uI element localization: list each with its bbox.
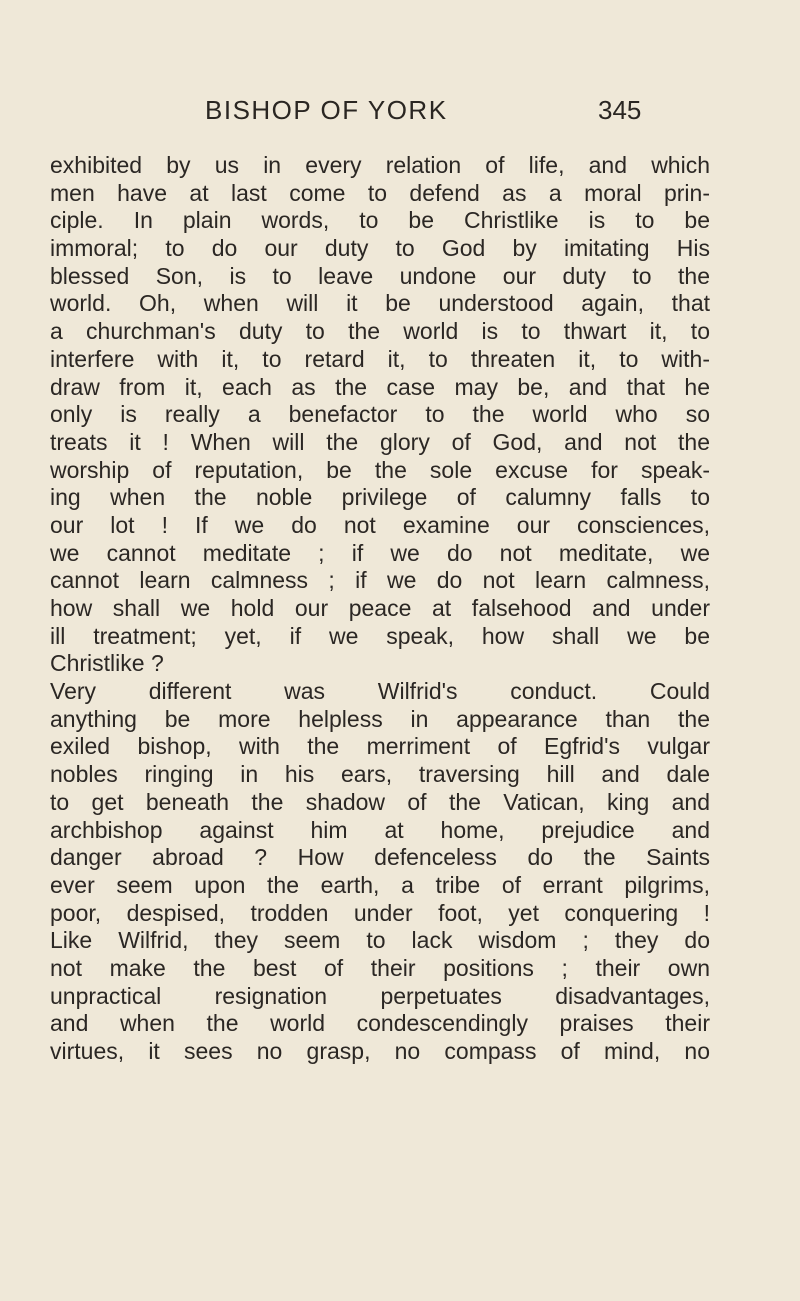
text-line: how shall we hold our peace at falsehood and under <box>50 595 710 621</box>
text-line: treats it ! When will the glory of God, and not the <box>50 428 710 455</box>
text-line: world. Oh, when will it be understood again, that <box>50 290 710 317</box>
text-line: ciple. In plain words, to be Christlike is to be <box>50 207 710 234</box>
text-line: unpractical resignation perpetuates disadvantages, <box>50 982 710 1009</box>
text-line: exhibited by us in every relation of life, and which <box>50 152 710 178</box>
text-line: Christlike ? <box>50 650 164 677</box>
text-line: to get beneath the shadow of the Vatican, king and <box>50 788 710 815</box>
text-line: virtues, it sees no grasp, no compass of mind, no <box>50 1038 710 1064</box>
text-line: immoral; to do our duty to God by imitating His <box>50 235 710 262</box>
text-line: exiled bishop, with the merriment of Egfrid's vulgar <box>50 733 710 760</box>
text-line: ever seem upon the earth, a tribe of errant pilgrims, <box>50 871 710 898</box>
text-line: worship of reputation, be the sole excuse for speak- <box>50 456 710 483</box>
text-line: Very different was Wilfrid's conduct. Could <box>50 678 710 705</box>
text-line: interfere with it, to retard it, to threaten it, to with- <box>50 345 710 372</box>
text-line: we cannot meditate ; if we do not meditate, we <box>50 539 710 566</box>
text-line: nobles ringing in his ears, traversing hill and dale <box>50 761 710 788</box>
body-text <box>50 152 710 1066</box>
text-line: our lot ! If we do not examine our consciences, <box>50 511 710 538</box>
text-line: danger abroad ? How defenceless do the Saints <box>50 844 710 871</box>
text-line: poor, despised, trodden under foot, yet conquering ! <box>50 899 710 926</box>
page-header <box>0 95 800 135</box>
text-line: ing when the noble privilege of calumny falls to <box>50 484 710 511</box>
text-line: archbishop against him at home, prejudice and <box>50 816 710 843</box>
running-title: BISHOP OF YORK <box>205 95 448 125</box>
text-line: a churchman's duty to the world is to thwart it, to <box>50 318 710 345</box>
text-line: anything be more helpless in appearance than the <box>50 705 710 732</box>
text-line: blessed Son, is to leave undone our duty to the <box>50 262 710 289</box>
text-line: ill treatment; yet, if we speak, how shall we be <box>50 622 710 649</box>
text-line: not make the best of their positions ; their own <box>50 954 710 981</box>
text-line: men have at last come to defend as a moral prin- <box>50 179 710 206</box>
text-line: cannot learn calmness ; if we do not learn calmness, <box>50 567 710 594</box>
text-line: Like Wilfrid, they seem to lack wisdom ; they do <box>50 927 710 954</box>
page-number: 345 <box>598 95 642 125</box>
text-line: draw from it, each as the case may be, and that he <box>50 373 710 400</box>
text-line: and when the world condescendingly praises their <box>50 1010 710 1037</box>
text-line: only is really a benefactor to the world who so <box>50 401 710 428</box>
